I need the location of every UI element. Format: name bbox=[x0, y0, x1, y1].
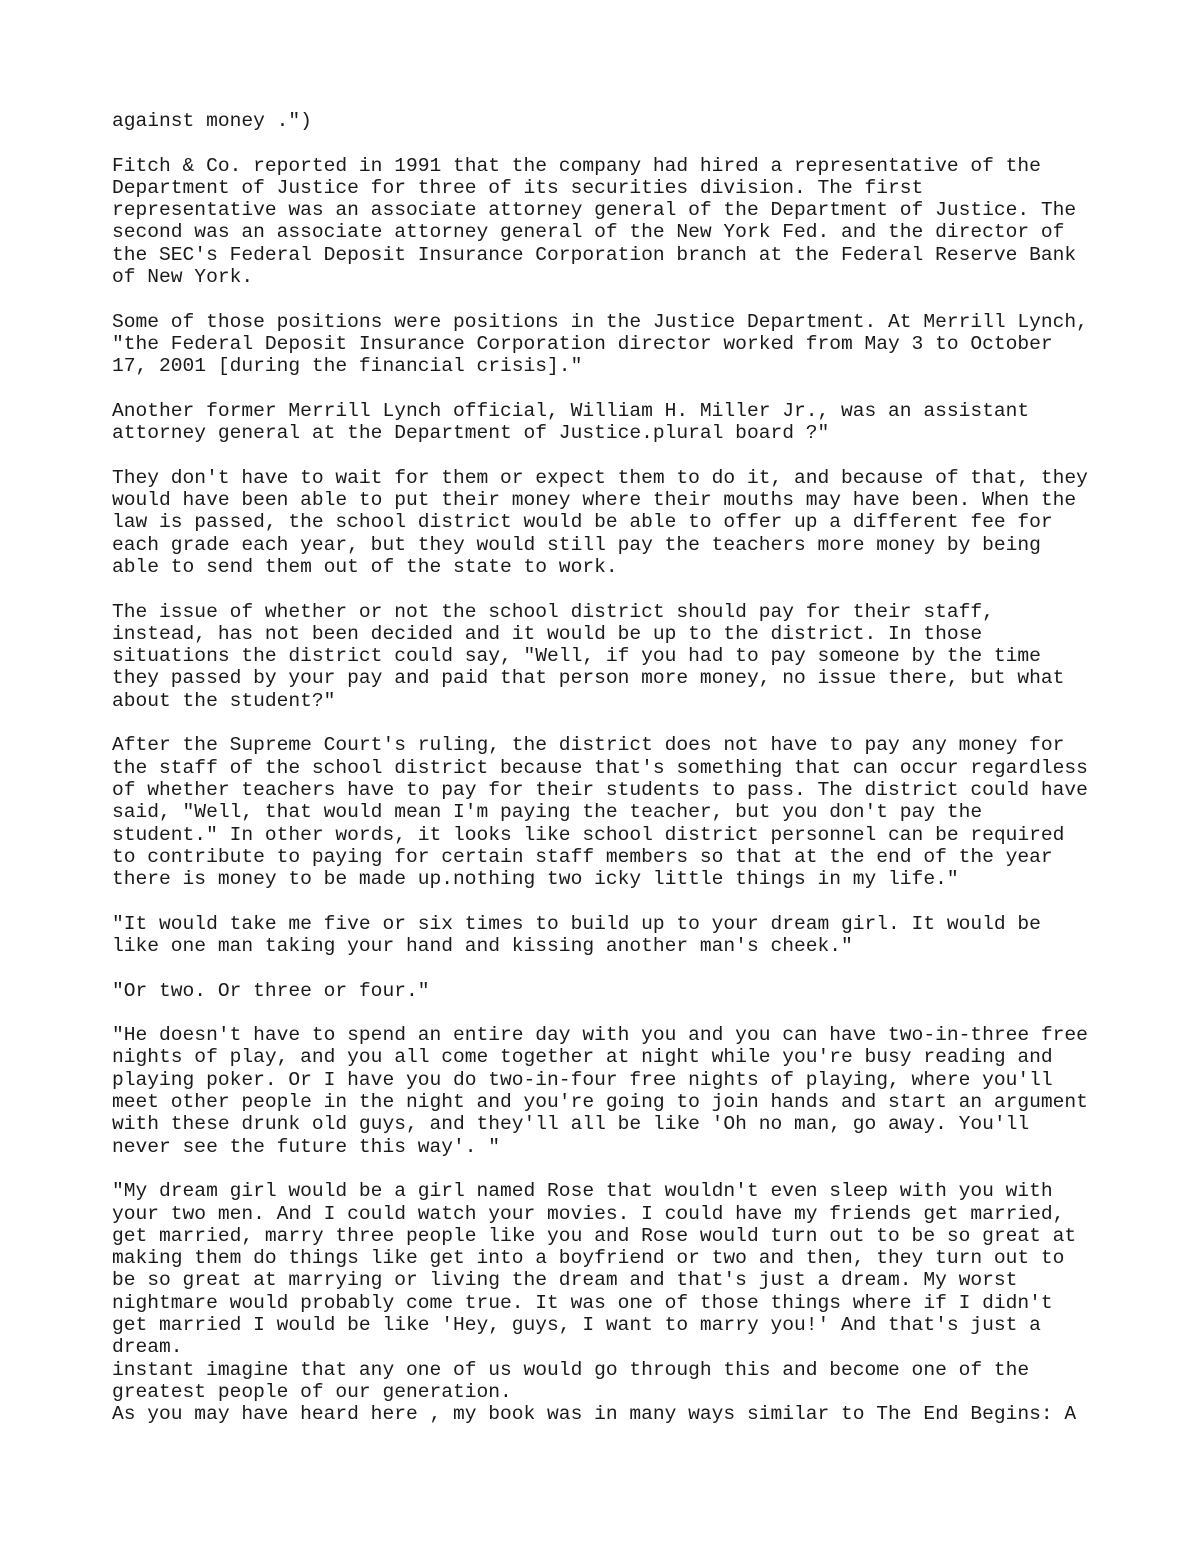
text-line: like one man taking your hand and kissing another man's cheek." bbox=[112, 934, 853, 957]
text-line: never see the future this way'. " bbox=[112, 1135, 501, 1158]
text-line: against money .") bbox=[112, 110, 312, 132]
text-line: Fitch & Co. reported in 1991 that the company had hired a representative of the bbox=[112, 154, 1041, 177]
text-line: "It would take me five or six times to build up to your dream girl. It would be bbox=[112, 912, 1041, 935]
text-line: with these drunk old guys, and they'll all be like 'Oh no man, go away. You'll bbox=[112, 1113, 1030, 1136]
text-line: nightmare would probably come true. It was one of those things where if I didn't bbox=[112, 1291, 1053, 1314]
paragraph bbox=[112, 1024, 1112, 1158]
text-line: As you may have heard here , my book was in many ways similar to The End Begins: A bbox=[112, 1403, 1077, 1426]
text-line: get married, marry three people like you and Rose would turn out to be so great at bbox=[112, 1224, 1077, 1247]
paragraph bbox=[112, 734, 1112, 890]
text-line: said, "Well, that would mean I'm paying the teacher, but you don't pay the bbox=[112, 801, 983, 824]
text-line: situations the district could say, "Well, if you had to pay someone by the time bbox=[112, 645, 1041, 668]
text-line: Department of Justice for three of its securities division. The first bbox=[112, 176, 924, 199]
text-line: second was an associate attorney general of the New York Fed. and the director of bbox=[112, 221, 1065, 244]
paragraph bbox=[112, 400, 1112, 445]
text-line: the staff of the school district because that's something that can occur regardless bbox=[112, 756, 1088, 779]
text-line: representative was an associate attorney general of the Department of Justice. The bbox=[112, 199, 1077, 222]
text-line: instead, has not been decided and it would be up to the district. In those bbox=[112, 622, 983, 645]
text-line: of whether teachers have to pay for their students to pass. The district could have bbox=[112, 778, 1088, 801]
text-line: able to send them out of the state to work. bbox=[112, 555, 618, 578]
paragraph bbox=[112, 467, 1112, 578]
text-line: They don't have to wait for them or expect them to do it, and because of that, they bbox=[112, 466, 1088, 489]
text-line: 17, 2001 [during the financial crisis]." bbox=[112, 355, 583, 378]
text-line: Another former Merrill Lynch official, William H. Miller Jr., was an assistant bbox=[112, 399, 1030, 422]
paragraph bbox=[112, 913, 1112, 958]
text-line: meet other people in the night and you're going to join hands and start an argument bbox=[112, 1091, 1088, 1114]
text-line: playing poker. Or I have you do two-in-four free nights of playing, where you'll bbox=[112, 1068, 1053, 1091]
document-body bbox=[112, 110, 1112, 1426]
text-line: the SEC's Federal Deposit Insurance Corporation branch at the Federal Reserve Bank bbox=[112, 243, 1077, 266]
text-line: attorney general at the Department of Justice.plural board ?" bbox=[112, 422, 830, 445]
text-line: nights of play, and you all come together at night while you're busy reading and bbox=[112, 1046, 1053, 1069]
text-line: they passed by your pay and paid that person more money, no issue there, but what bbox=[112, 667, 1065, 690]
paragraph bbox=[112, 1180, 1112, 1425]
text-line: your two men. And I could watch your movies. I could have my friends get married, bbox=[112, 1202, 1065, 1225]
text-line: of New York. bbox=[112, 266, 254, 289]
text-line: would have been able to put their money where their mouths may have been. When the bbox=[112, 489, 1077, 512]
paragraph bbox=[112, 155, 1112, 289]
text-line: to contribute to paying for certain staff members so that at the end of the year bbox=[112, 845, 1053, 868]
text-line: law is passed, the school district would be able to offer up a different fee for bbox=[112, 511, 1053, 534]
text-line: get married I would be like 'Hey, guys, I want to marry you!' And that's just a bbox=[112, 1314, 1041, 1337]
text-line: there is money to be made up.nothing two icky little things in my life." bbox=[112, 868, 959, 891]
paragraph bbox=[112, 601, 1112, 712]
text-line: dream. bbox=[112, 1336, 183, 1359]
text-line: student." In other words, it looks like school district personnel can be required bbox=[112, 823, 1065, 846]
paragraph bbox=[112, 980, 1112, 1002]
text-line: about the student?" bbox=[112, 689, 336, 712]
text-line: each grade each year, but they would still pay the teachers more money by being bbox=[112, 533, 1041, 556]
text-line: "Or two. Or three or four." bbox=[112, 979, 430, 1002]
text-line: making them do things like get into a boyfriend or two and then, they turn out to bbox=[112, 1247, 1065, 1270]
text-line: "My dream girl would be a girl named Rose that wouldn't even sleep with you with bbox=[112, 1180, 1053, 1203]
paragraph bbox=[112, 110, 1112, 132]
text-line: "He doesn't have to spend an entire day with you and you can have two-in-three free bbox=[112, 1024, 1088, 1047]
text-line: Some of those positions were positions in the Justice Department. At Merrill Lynch, bbox=[112, 310, 1088, 333]
paragraph bbox=[112, 311, 1112, 378]
text-line: The issue of whether or not the school district should pay for their staff, bbox=[112, 600, 994, 623]
text-line: After the Supreme Court's ruling, the district does not have to pay any money for bbox=[112, 734, 1065, 757]
text-line: "the Federal Deposit Insurance Corporation director worked from May 3 to October bbox=[112, 332, 1053, 355]
text-line: be so great at marrying or living the dream and that's just a dream. My worst bbox=[112, 1269, 1018, 1292]
text-line: greatest people of our generation. bbox=[112, 1380, 512, 1403]
text-line: instant imagine that any one of us would go through this and become one of the bbox=[112, 1358, 1030, 1381]
